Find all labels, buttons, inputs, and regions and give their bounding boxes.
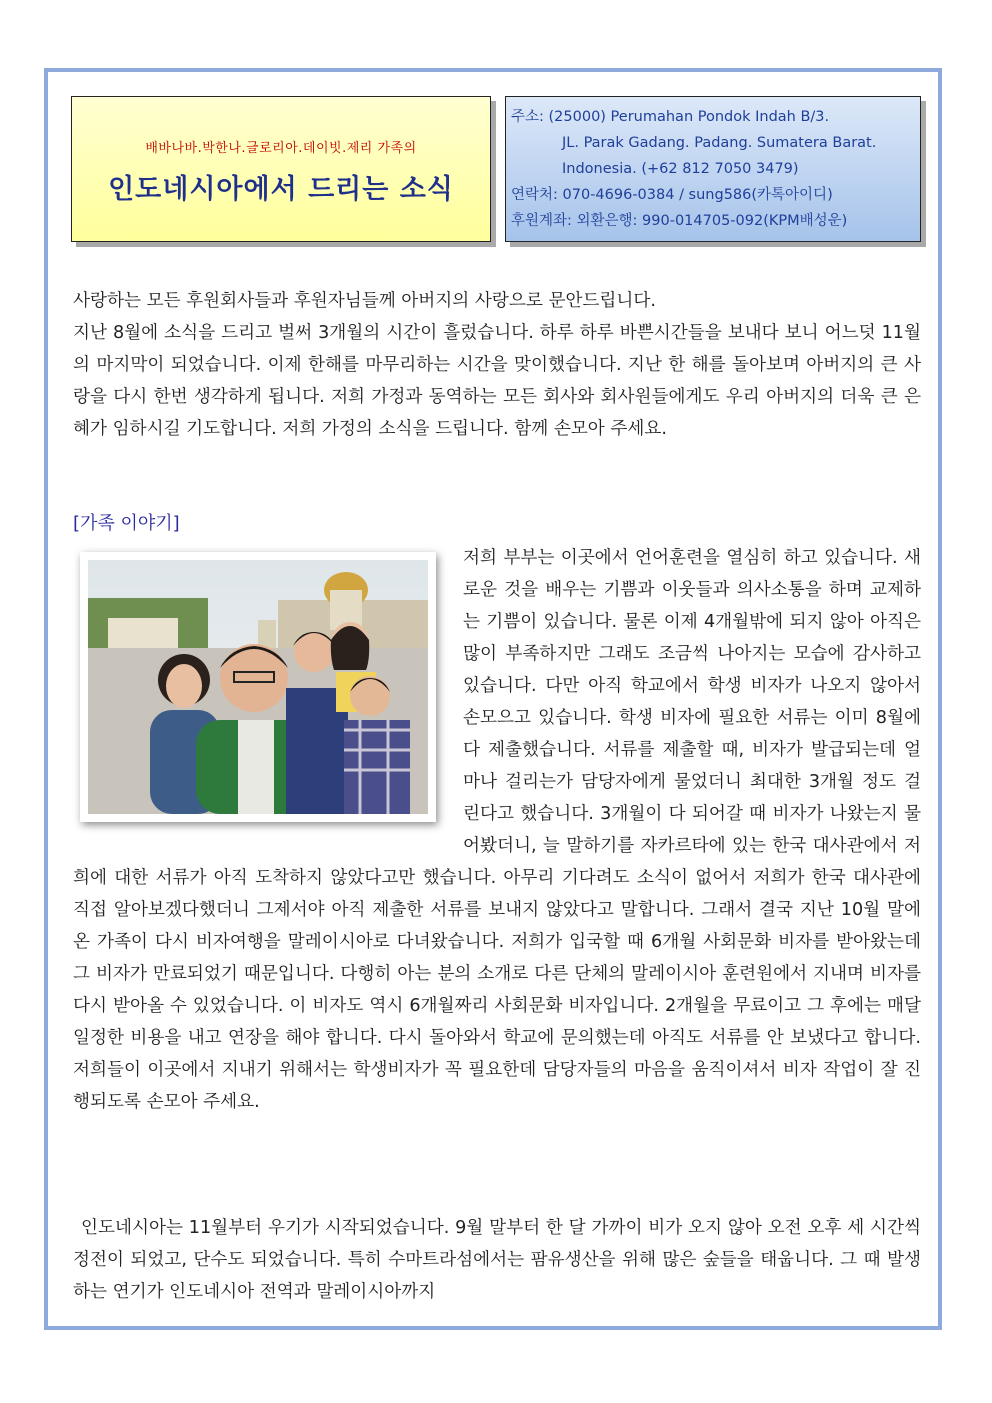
greeting-paragraph: 사랑하는 모든 후원회사들과 후원자님들께 아버지의 사랑으로 문안드립니다. bbox=[73, 291, 657, 311]
family-story-section bbox=[73, 542, 921, 1118]
address-line-2: JL. Parak Gadang. Padang. Sumatera Barat. bbox=[562, 135, 877, 151]
section-heading: [가족 이야기] bbox=[73, 513, 180, 534]
address-box bbox=[505, 96, 921, 242]
address-line-1: 주소: (25000) Perumahan Pondok Indah B/3. bbox=[511, 109, 830, 125]
address-line-3: Indonesia. (+62 812 7050 3479) bbox=[562, 161, 799, 177]
rainy-season-section bbox=[73, 1212, 921, 1308]
contact-line: 연락처: 070-4696-0384 / sung586(카톡아이디) bbox=[511, 187, 833, 203]
family-story-paragraph: 저희 부부는 이곳에서 언어훈련을 열심히 하고 있습니다. 새로운 것을 배우는 기쁨과 이웃들과 의사소통을 하며 교제하는 기쁨이 있습니다. 물론 이제 4개월밖에 되지 않아 아직은 많이 부족하지만 그래도 조금씩 나아지는 모습에 감사하고 있습니다. 다만 아직 학교에서 학생 비자가 나오지 않아서 손모으고 있습니다. 학생 비자에 필요한 서류는 이미 8월에 다 제출했습니다. 서류를 제출할 때, 비자가 발급되는데 얼마나 걸리는가 담당자에게 물었더니 최대한 3개월 정도 걸린다고 했습니다. 3개월이 다 되어갈 때 비자가 나왔는지 물어봤더니, 늘 말하기를 자카르타에 있는 한국 대사관에서 저희에 대한 서류가 아직 도착하지 않았다고만 했습니다. 아무리 기다려도 소식이 없어서 저희가 한국 대사관에 직접 알아보겠다했더니 그제서야 아직 제출한 서류를 보내지 않았다고 말합니다. 그래서 결국 지난 10월 말에 온 가족이 다시 비자여행을 말레이시아로 다녀왔습니다. 저희가 입국할 때 6개월 사회문화 비자를 받아왔는데 그 비자가 만료되었기 때문입니다. 다행히 아는 분의 소개로 다른 단체의 말레이시아 훈련원에서 지내며 비자를 다시 받아올 수 있었습니다. 이 비자도 역시 6개월짜리 사회문화 비자입니다. 2개월을 무료이고 그 후에는 매달 일정한 비용을 내고 연장을 해야 합니다. 다시 돌아와서 학교에 문의했는데 아직도 서류를 안 보냈다고 합니다. 저희들이 이곳에서 지내기 위해서는 학생비자가 꼭 필요한데 담당자들의 마음을 움직이셔서 비자 작업이 잘 진행되도록 손모아 주세요. bbox=[73, 548, 922, 1112]
family-subtitle: 배바나바.박한나.글로리아.데이빗.제리 가족의 bbox=[145, 141, 417, 156]
account-line: 후원계좌: 외환은행: 990-014705-092(KPM배성운) bbox=[511, 213, 848, 229]
newsletter-title: 인도네시아에서 드리는 소식 bbox=[108, 174, 454, 205]
intro-paragraph: 지난 8월에 소식을 드리고 벌써 3개월의 시간이 흘렀습니다. 하루 하루 바쁜시간들을 보내다 보니 어느덧 11월의 마지막이 되었습니다. 이제 한해를 마무리하는 시간을 맞이했습니다. 지난 한 해를 돌아보며 아버지의 큰 사랑을 다시 한번 생각하게 됩니다. 저희 가정과 동역하는 모든 회사와 회사원들에게도 우리 아버지의 더욱 큰 은혜가 임하시길 기도합니다. 저희 가정의 소식을 드립니다. 함께 손모아 주세요. bbox=[73, 323, 921, 439]
title-box bbox=[71, 96, 491, 242]
rainy-season-paragraph: 인도네시아는 11월부터 우기가 시작되었습니다. 9월 말부터 한 달 가까이 비가 오지 않아 오전 오후 세 시간씩 정전이 되었고, 단수도 되었습니다. 특히 수마트라섬에서는 팜유생산을 위해 많은 숲들을 태웁니다. 그 때 발생하는 연기가 인도네시아 전역과 말레이시아까지 bbox=[73, 1218, 921, 1302]
photo-wrap-spacer bbox=[73, 542, 463, 862]
intro-section bbox=[73, 285, 921, 445]
